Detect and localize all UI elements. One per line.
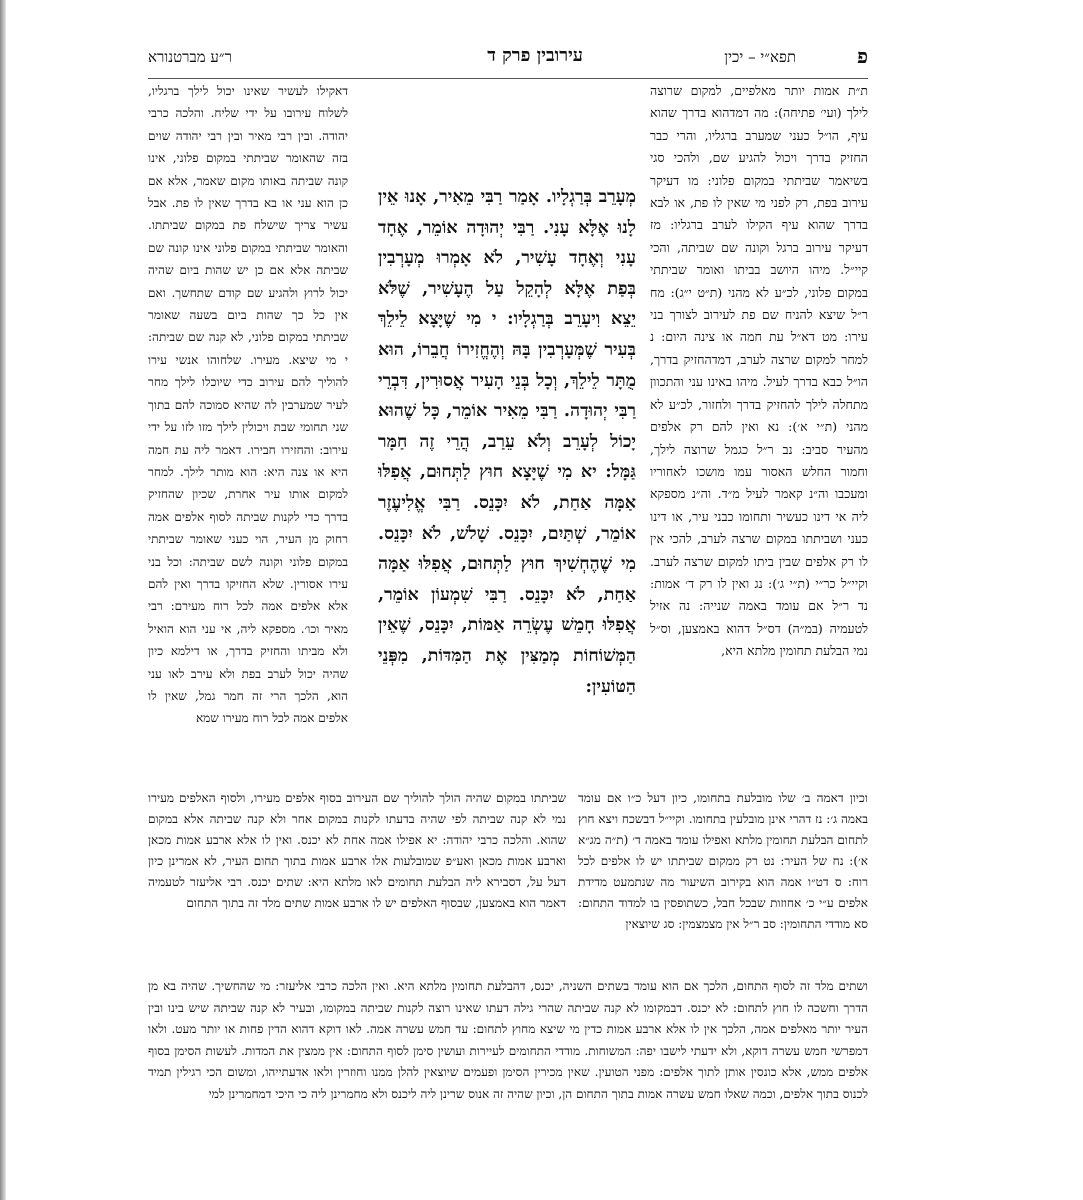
running-header [148, 40, 868, 80]
header-bartenura: ר״ע מברטנורא [148, 48, 232, 66]
tifferet-column: ת״ת אמות יותר מאלפיים, למקום שרוצה לילך (ועי׳ פתיחה): מה דמדהוא בדרך שהוא עיף, הו״ל כעני שמערב ברגליו, והרי כבר החזיק בדרך ויכול להגיע שם, ולהכי סגי בשיאמר שביתתי במקום פלוני: מו דעיקר עירוב בפת, רק לפני מי שאין לו פת, או לבא בדרך שהוא עיף הקילו לערב ברגליו: מז דעיקר עירוב ברגל וקונה שם שביתה, והכי קיי״ל. מיהו היושב בביתו ואומר שביתתי במקום פלוני, לכ״ע לא מהני (ת״ט י״ג): מח ר״ל שיצא להניח שם פת לעירוב לצורך בני עירו: מט דא״ל עת חמה או צינה היום: נ למחר למקום שרצה לערב, דמדהחזיק בדרך, הו״ל כבא בדרך לעיל. מיהו באינו עני והתכוון מתחלה לילך להחזיק בדרך ולחזור, לכ״ע לא מהני (ת״י א׳): נא ואין להם רק אלפים מהעיר סביב: נב ר״ל כגמל שרוצה לילך, וחמור החלש האסור עמו מושכו לאחוריו ומעכבו וה״נ קאמר לעיל מ״ד. וה״נ מספקא ליה אי דינו כעשיר ותחומו כבני עיר, או דינו כעני ושביתתו במקום שרצה לערב, להכי אין לו רק אלפים שבין ביתו למקום שרצה לערב. וקיי״ל כר״י (ת״י ג׳): נג ואין לו רק ד׳ אמות: נד ר״ל אם עומד באמה שנייה: נה אזיל לטעמיה (במ״ה) דס״ל דהוא באמצען, וס״ל נמי הבלעת תחומין מלתא היא, [650, 83, 868, 659]
tifferet-continuation: וכיון דאמה ב׳ שלו מובלעת בתחומו, כיון דעל כ״ו אם עומד באמה ג׳: נז דהרי אינן מובלעין בתחומו. וקיי״ל דבשכח ויצא חוץ לתחום הבלעת תחומין מלתא ואפילו עומד באמה ד׳ (ת״ה מג״א א׳): נח של העיר: נט רק ממקום שביתתו יש לו אלפים לכל רוח: ס דט״ו אמה הוא בקירוב השיעור מה שנתמעט מדידת אלפים ע״י כ׳ אחוזות שבכל חבל, כשתופסין בו למדוד התחום: סא מודדי התחומין: סב ר״ל אין מצמצמין: סג שיוצאין [578, 791, 868, 931]
bartenura-continuation: שביתתו במקום שהיה הולך להוליך שם העירוב בסוף אלפים מעירו, ולסוף האלפים מעירו נמי לא קנה שביתה לפי שהיה בדעתו לקנות במקום אחר ולא קנה שביתה אלא במקום שהוא. והלכה כרבי יהודה: יא אפילו אמה אחת לא יכנס. ואין לו אלא ארבע אמות מכאן וארבע אמות מכאן ואע״פ שמובלעות אלו ארבע אמות בתוך תחום העיר, לא אמרינן כיון דעל על, דסבירא ליה הבלעת תחומים לאו מלתא היא: שתים יכנס. רבי אליעזר לטעמיה דאמר הוא באמצען, שבסוף האלפים יש לו ארבע אמות שתים מלד זה בתוך התחום [148, 791, 566, 910]
header-title: עירובין פרק ד [487, 45, 583, 66]
page [148, 40, 868, 1150]
header-tifferet: תפא״י – יכין [724, 48, 796, 66]
mishnah-text: מְעָרֵב בְּרַגְלָיו. אָמַר רַבִּי מֵאִיר, אָנוּ אֵין לָנוּ אֶלָּא עָנִי. רַבִּי יְהוּדָה אוֹמֵר, אֶחָד עָנִי וְאֶחָד עָשִׁיר, לֹא אָמְרוּ מְעָרְבִין בְּפַת אֶלָּא לְהָקֵל עַל הֶעָשִׁיר, שֶׁלֹּא יֵצֵא וִיעָרֵב בְּרַגְלָיו: י מִי שֶׁיָּצָא לֵילֵךְ בְּעִיר שֶׁמְּעָרְבִין בָּהּ וְהֶחֱזִירוֹ חֲבֵרוֹ, הוּא מֻתָּר לֵילֵךְ, וְכָל בְּנֵי הָעִיר אֲסוּרִין, דִּבְרֵי רַבִּי יְהוּדָה. רַבִּי מֵאִיר אוֹמֵר, כָּל שֶׁהוּא יָכוֹל לְעָרֵב וְלֹא עֵרַב, הֲרֵי זֶה חַמָּר גַּמָּל: יא מִי שֶׁיָּצָא חוּץ לַתְּחוּם, אֲפִלּוּ אַמָּה אַחַת, לֹא יִכָּנֵס. רַבִּי אֱלִיעֶזֶר אוֹמֵר, שְׁתַּיִם, יִכָּנֵס. שָׁלֹשׁ, לֹא יִכָּנֵס. מִי שֶׁהֶחְשִׁיךְ חוּץ לַתְּחוּם, אֲפִלּוּ אַמָּה אַחַת, לֹא יִכָּנֵס. רַבִּי שִׁמְעוֹן אוֹמֵר, אֲפִלּוּ חָמֵשׁ עֶשְׂרֵה אַמּוֹת, יִכָּנֵס, שֶׁאֵין הַמְּשׁוֹחוֹת מְמַצִּין אֶת הַמִּדּוֹת, מִפְּנֵי הַטּוֹעִין: [378, 187, 636, 697]
page-letter: פ [857, 44, 868, 68]
bartenura-column: דאקילו לעשיר שאינו יכול לילך ברגליו, לשלוח עירובו על ידי שליח. והלכה כרבי יהודה. ובין רבי מאיר ובין רבי יהודה שוים בזה שהאומר שביתתי במקום פלוני, אינו קונה שביתה באותו מקום שאמר, אלא אם כן הוא עני או בא בדרך שאין לו פת. אבל עשיר צריך שישלח פת במקום שביתתו. והאומר שביתתי במקום פלוני אינו קונה שם שביתה אלא אם כן יש שהות ביום שהיה יכול לרוץ ולהגיע שם קודם שתחשך. ואם אין כל כך שהות ביום בשעה שאומר שביתתי במקום פלוני, לא קנה שם שביתה: י מי שיצא. מעירו. שלחוהו אנשי עירו להוליך להם עירוב כדי שיוכלו לילך מחר לעיר שמערבין לה שהיא סמוכה להם בתוך שני תחומי שבת ויכולין לילך מזו לזו על ידי עירוב: והחזירו חבירו. דאמר ליה עת חמה היא או צנה היא: הוא מותר לילך. למחר למקום אותו עיר אחרת, שכיון שהחזיק בדרך כדי לקנות שביתה לסוף אלפים אמה רחוק מן העיר, הוי כעני שאומר שביתתי במקום פלוני וקונה לשם שביתה: וכל בני עירו אסורין. שלא החזיקו בדרך ואין להם אלא אלפים אמה לכל רוח מעירם: רבי מאיר וכו׳. מספקא ליה, אי עני הוא הואיל ולא מביתו והחזיק בדרך, או דילמא כיון שהיה יכול לערב בפת ולא עירב לאו עני הוא, הלכך הרי זה חמר גמל, שאין לו אלפים אמה לכל רוח מעירו שמא [148, 84, 348, 726]
bartenura-footer: ושתים מלד זה לסוף התחום, הלכך אם הוא עומד בשתים השניה, יכנס, דהבלעת תחומין מלתא היא. ואין הלכה כרבי אליעזר: מי שהחשיך. שהיה בא מן הדרך וחשכה לו חוץ לתחום: לא יכנס. דבמקומו לא קנה שביתה שהרי גילה דעתו שאינו רוצה לקנות שביתה במקומו, ובעיר לא קנה שביתה שיש בינו ובין העיר יותר מאלפים אמה, הלכך אין לו אלא ארבע אמות כדין מי שיצא מחוץ לתחום: עד חמש עשרה אמה. לאו דוקא דהוא הדין פחות או יותר מעט. ולאו דמפרשי חמש עשרה דוקא, ולא ידעתי לישבו יפה: המשוחות. מודדי התחומים לעיירות ועושין סימן לסוף התחום: אין ממצין את המדות. לעשות הסימן בסוף אלפים ממש, אלא כונסין אותן לתוך אלפים: מפני הטועין. שאין מכירין הסימן ופעמים שיוצאין להלן ממנו וחוזרין ולאו אדעתייהו, ומשום הכי רגילין תמיד לכנוס בתוך אלפים, וכמה שאלו חמש עשרה אמות בתוך התחום הן, וכיון שהיה זה אנוס שרינן ליה ליכנס ולא מחמרינן ליה כי היכי דמחמרינן למי [148, 979, 868, 1101]
scan-edge [0, 0, 6, 1200]
header-rule [148, 78, 868, 79]
